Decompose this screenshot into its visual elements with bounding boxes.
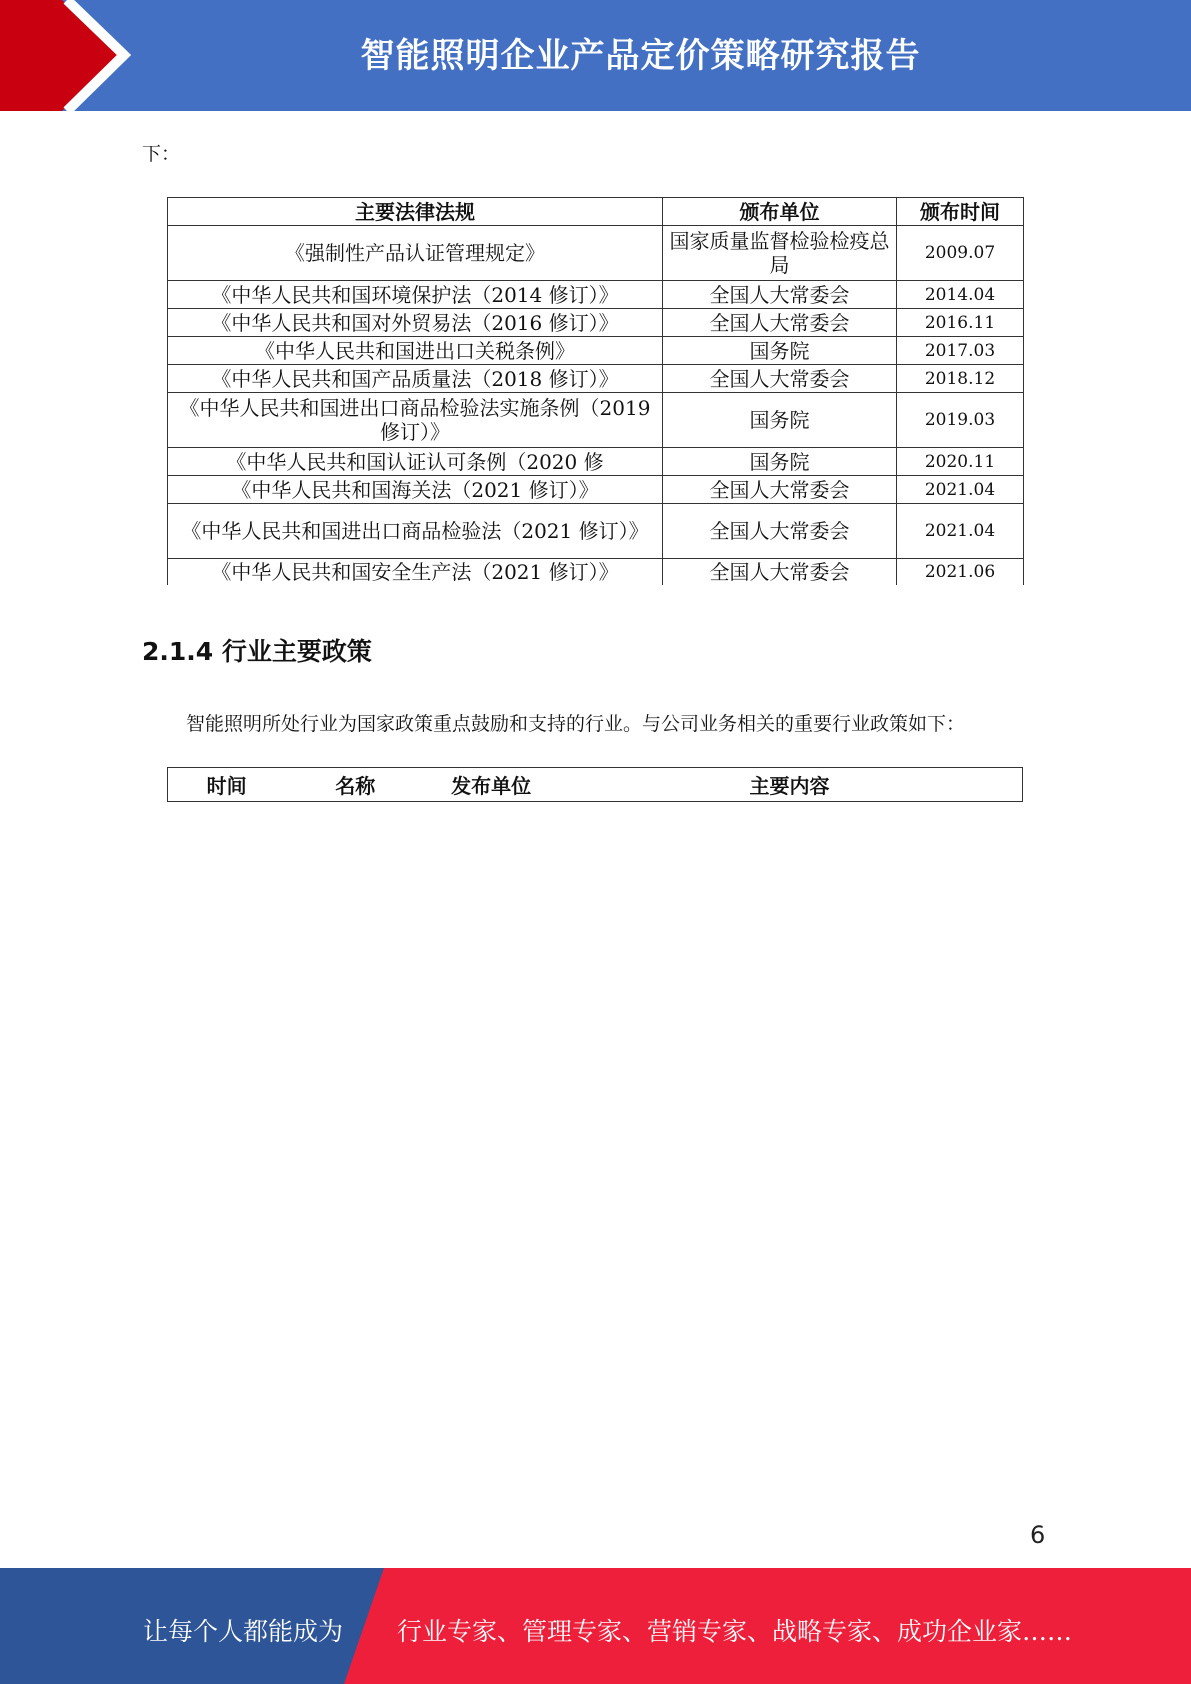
table-row — [168, 337, 1024, 365]
issue-date: 2018.12 — [897, 365, 1024, 393]
law-name: 《强制性产品认证管理规定》 — [168, 226, 663, 281]
issuer: 全国人大常委会 — [663, 309, 897, 337]
laws-table — [167, 197, 1024, 585]
law-name: 《中华人民共和国产品质量法（2018 修订）》 — [168, 365, 663, 393]
law-name: 《中华人民共和国环境保护法（2014 修订）》 — [168, 281, 663, 309]
issuer: 全国人大常委会 — [663, 476, 897, 504]
table-row — [168, 365, 1024, 393]
footer-slogan-left: 让每个人都能成为 — [143, 1617, 344, 1646]
issue-date: 2021.04 — [897, 504, 1024, 559]
footer-slogan-right: 行业专家、管理专家、营销专家、战略专家、成功企业家…… — [397, 1617, 1073, 1646]
report-title: 智能照明企业产品定价策略研究报告 — [360, 36, 921, 76]
issuer: 国务院 — [663, 393, 897, 448]
header-time: 时间 — [168, 768, 286, 802]
header-date: 颁布时间 — [897, 198, 1024, 226]
header-law: 主要法律法规 — [168, 198, 663, 226]
issuer: 全国人大常委会 — [663, 504, 897, 559]
law-name: 《中华人民共和国对外贸易法（2016 修订）》 — [168, 309, 663, 337]
issuer: 全国人大常委会 — [663, 365, 897, 393]
section-heading: 2.1.4 行业主要政策 — [142, 637, 372, 666]
header-issuer: 颁布单位 — [663, 198, 897, 226]
page-header — [0, 0, 1191, 111]
issue-date: 2014.04 — [897, 281, 1024, 309]
law-name: 《中华人民共和国海关法（2021 修订）》 — [168, 476, 663, 504]
law-name: 《中华人民共和国进出口关税条例》 — [168, 337, 663, 365]
page-footer — [0, 1568, 1191, 1684]
table-row — [168, 281, 1024, 309]
issuer: 全国人大常委会 — [663, 559, 897, 586]
policy-table — [167, 767, 1023, 802]
intro-text: 下： — [142, 143, 181, 165]
issue-date: 2016.11 — [897, 309, 1024, 337]
header-publisher: 发布单位 — [425, 768, 557, 802]
header-name: 名称 — [285, 768, 425, 802]
law-name: 《中华人民共和国认证认可条例（2020 修 — [168, 448, 663, 476]
issue-date: 2021.04 — [897, 476, 1024, 504]
table-row — [168, 559, 1024, 586]
issue-date: 2009.07 — [897, 226, 1024, 281]
section-paragraph: 智能照明所处行业为国家政策重点鼓励和支持的行业。与公司业务相关的重要行业政策如下： — [186, 713, 966, 735]
laws-table-container — [160, 190, 1035, 589]
issue-date: 2020.11 — [897, 448, 1024, 476]
table-row — [168, 226, 1024, 281]
issue-date: 2017.03 — [897, 337, 1024, 365]
table-row — [168, 393, 1024, 448]
issue-date: 2021.06 — [897, 559, 1024, 586]
issuer: 全国人大常委会 — [663, 281, 897, 309]
page-number: 6 — [1030, 1521, 1046, 1549]
table-row — [168, 448, 1024, 476]
table-row — [168, 476, 1024, 504]
law-name: 《中华人民共和国进出口商品检验法（2021 修订）》 — [168, 504, 663, 559]
law-name: 《中华人民共和国安全生产法（2021 修订）》 — [168, 559, 663, 586]
issue-date: 2019.03 — [897, 393, 1024, 448]
issuer: 国家质量监督检验检疫总局 — [663, 226, 897, 281]
table-row — [168, 504, 1024, 559]
issuer: 国务院 — [663, 448, 897, 476]
table-row — [168, 309, 1024, 337]
header-content: 主要内容 — [557, 768, 1022, 802]
law-name: 《中华人民共和国进出口商品检验法实施条例（2019 修订）》 — [168, 393, 663, 448]
issuer: 国务院 — [663, 337, 897, 365]
